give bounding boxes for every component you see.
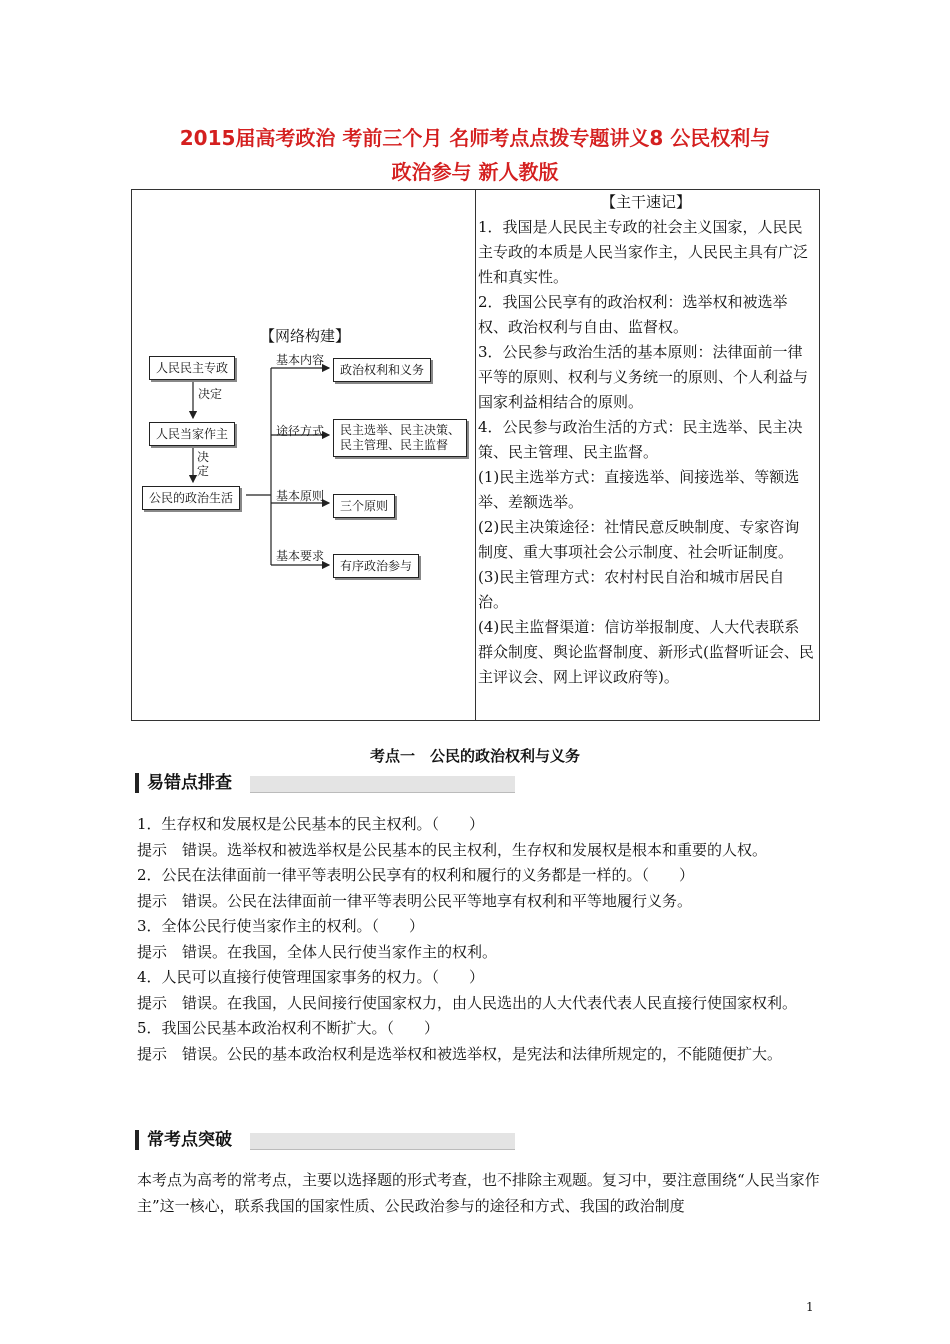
label-basic-requirement: 基本要求 [276, 549, 325, 563]
error-hint: 提示 错误。在我国，全体人民行使当家作主的权利。 [137, 942, 498, 961]
box-ways-line2: 民主管理、民主监督 [340, 438, 449, 452]
summary-item: 4．公民参与政治生活的方式：民主选举、民主决策、民主管理、民主监督。 [478, 418, 803, 461]
label-basic-principle: 基本原则 [276, 489, 325, 503]
summary-item: 3．公民参与政治生活的基本原则：法律面前一律平等的原则、权利与义务统一的原则、个人利益与国家利益相结合的原则。 [478, 343, 809, 411]
summary-item: (2)民主决策途径：社情民意反映制度、专家咨询制度、重大事项社会公示制度、社会听证制度。 [478, 518, 800, 561]
doc-title-line1: 2015届高考政治 考前三个月 名师考点点拨专题讲义8 公民权利与 [179, 126, 771, 150]
summary-item: (3)民主管理方式：农村村民自治和城市居民自治。 [478, 568, 785, 611]
box-ways-line1: 民主选举、民主决策、 [340, 423, 461, 437]
error-question: 3．全体公民行使当家作主的权利。（ ） [137, 917, 425, 935]
box-ways [333, 419, 467, 457]
errors-heading: 易错点排查 [147, 773, 232, 793]
box-orderly: 有序政治参与 [333, 554, 419, 578]
summary-item: 2．我国公民享有的政治权利：选举权和被选举权、政治权利与自由、监督权。 [478, 293, 788, 336]
error-hint: 提示 错误。公民在法律面前一律平等表明公民平等地享有权利和平等地履行义务。 [137, 891, 693, 910]
box-master: 人民当家作主 [149, 422, 235, 446]
label-approach: 途径方式 [276, 424, 325, 438]
label-basic-content: 基本内容 [276, 353, 325, 367]
section-title: 考点一 公民的政治权利与义务 [369, 747, 580, 765]
frequent-paragraph: 本考点为高考的常考点，主要以选择题的形式考查，也不排除主观题。复习中，要注意围绕“人民当家作主”这一核心，联系我国的国家性质、公民政治参与的途径和方式、我国的政治制度 [137, 1171, 820, 1215]
box-rights-duties: 政治权利和义务 [333, 358, 431, 382]
heading-rule [250, 1133, 515, 1150]
box-principles: 三个原则 [333, 494, 395, 518]
doc-title-line2: 政治参与 新人教版 [391, 160, 559, 184]
summary-item: 1．我国是人民民主专政的社会主义国家，人民民主专政的本质是人民当家作主，人民民主具有广泛性和真实性。 [478, 218, 809, 286]
label-decide-2: 决定 [197, 450, 210, 478]
summary-item: (4)民主监督渠道：信访举报制度、人大代表联系群众制度、舆论监督制度、新形式(监督听证会、民主评议会、网上评议政府等)。 [478, 618, 814, 686]
frequent-heading: 常考点突破 [147, 1130, 232, 1150]
summary-item: (1)民主选举方式：直接选举、间接选举、等额选举、差额选举。 [478, 468, 800, 511]
network-heading: 【网络构建】 [260, 327, 351, 345]
error-hint: 提示 错误。在我国，人民间接行使国家权力，由人民选出的人大代表代表人民直接行使国家权利。 [137, 993, 798, 1012]
box-democracy: 人民民主专政 [149, 356, 235, 380]
label-decide-1: 决定 [198, 387, 223, 401]
error-hint: 提示 错误。公民的基本政治权利是选举权和被选举权，是宪法和法律所规定的，不能随便扩大。 [137, 1044, 783, 1063]
errors-list [137, 812, 827, 1067]
summary-heading: 【主干速记】 [600, 193, 691, 211]
error-question: 5．我国公民基本政治权利不断扩大。（ ） [137, 1019, 440, 1037]
error-question: 2．公民在法律面前一律平等表明公民享有的权利和履行的义务都是一样的。（ ） [137, 866, 695, 884]
error-question: 4．人民可以直接行使管理国家事务的权力。（ ） [137, 968, 485, 986]
heading-rule [250, 776, 515, 793]
box-political-life: 公民的政治生活 [142, 486, 240, 510]
heading-mark [135, 1130, 139, 1150]
summary-column [478, 190, 814, 690]
page-number: 1 [806, 1300, 814, 1314]
error-question: 1．生存权和发展权是公民基本的民主权利。（ ） [137, 815, 485, 833]
heading-mark [135, 773, 139, 793]
error-hint: 提示 错误。选举权和被选举权是公民基本的民主权利，生存权和发展权是根本和重要的人权。 [137, 840, 768, 859]
